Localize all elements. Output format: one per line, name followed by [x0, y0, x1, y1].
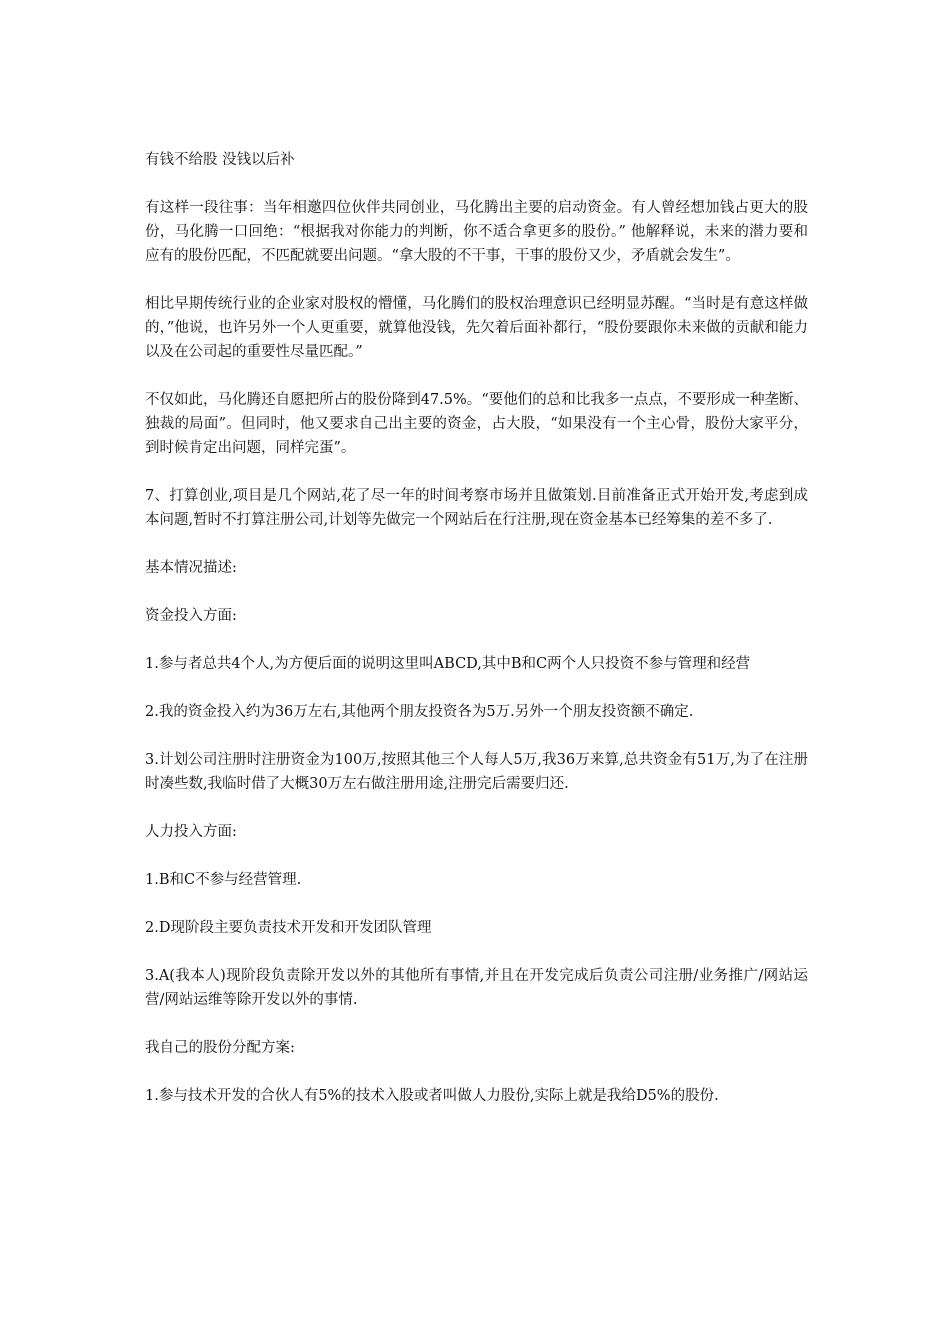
list-item: 1.B和C不参与经营管理. [145, 872, 302, 888]
list-item: 2.我的资金投入约为36万左右,其他两个朋友投资各为5万.另外一个朋友投资额不确定. [145, 704, 694, 720]
list-item: 1.参与者总共4个人,为方便后面的说明这里叫ABCD,其中B和C两个人只投资不参与管理和经营 [145, 656, 751, 672]
paragraph: 相比早期传统行业的企业家对股权的懵懂，马化腾们的股权治理意识已经明显苏醒。“当时是有意这样做的，”他说，也许另外一个人更重要，就算他没钱，先欠着后面补都行，“股份要跟你未来做的贡献和能力以及在公司起的重要性尽量匹配。” [145, 296, 808, 360]
section-heading: 资金投入方面: [145, 608, 237, 624]
list-item: 3.计划公司注册时注册资金为100万,按照其他三个人每人5万,我36万来算,总共资金有51万,为了在注册时凑些数,我临时借了大概30万左右做注册用途,注册完后需要归还. [145, 752, 808, 792]
list-item: 2.D现阶段主要负责技术开发和开发团队管理 [145, 920, 432, 936]
document-body [145, 148, 808, 1132]
paragraph: 7、打算创业,项目是几个网站,花了尽一年的时间考察市场并且做策划.目前准备正式开始开发,考虑到成本问题,暂时不打算注册公司,计划等先做完一个网站后在行注册,现在资金基本已经筹集的差不多了. [145, 488, 808, 528]
list-item: 1.参与技术开发的合伙人有5%的技术入股或者叫做人力股份,实际上就是我给D5%的股份. [145, 1088, 719, 1104]
section-heading: 基本情况描述: [145, 560, 237, 576]
paragraph: 有这样一段往事：当年相邀四位伙伴共同创业，马化腾出主要的启动资金。有人曾经想加钱占更大的股份，马化腾一口回绝：“根据我对你能力的判断，你不适合拿更多的股份。” 他解释说，未来的潜力要和应有的股份匹配，不匹配就要出问题。“拿大股的不干事，干事的股份又少，矛盾就会发生”。 [145, 200, 808, 264]
section-heading: 我自己的股份分配方案: [145, 1040, 295, 1056]
document-title: 有钱不给股 没钱以后补 [145, 152, 295, 168]
paragraph: 不仅如此，马化腾还自愿把所占的股份降到47.5%。“要他们的总和比我多一点点，不要形成一种垄断、独裁的局面”。但同时，他又要求自己出主要的资金，占大股，“如果没有一个主心骨，股份大家平分，到时候肯定出问题，同样完蛋”。 [145, 392, 808, 456]
list-item: 3.A(我本人)现阶段负责除开发以外的其他所有事情,并且在开发完成后负责公司注册/业务推广/网站运营/网站运维等除开发以外的事情. [145, 968, 808, 1008]
section-heading: 人力投入方面: [145, 824, 237, 840]
